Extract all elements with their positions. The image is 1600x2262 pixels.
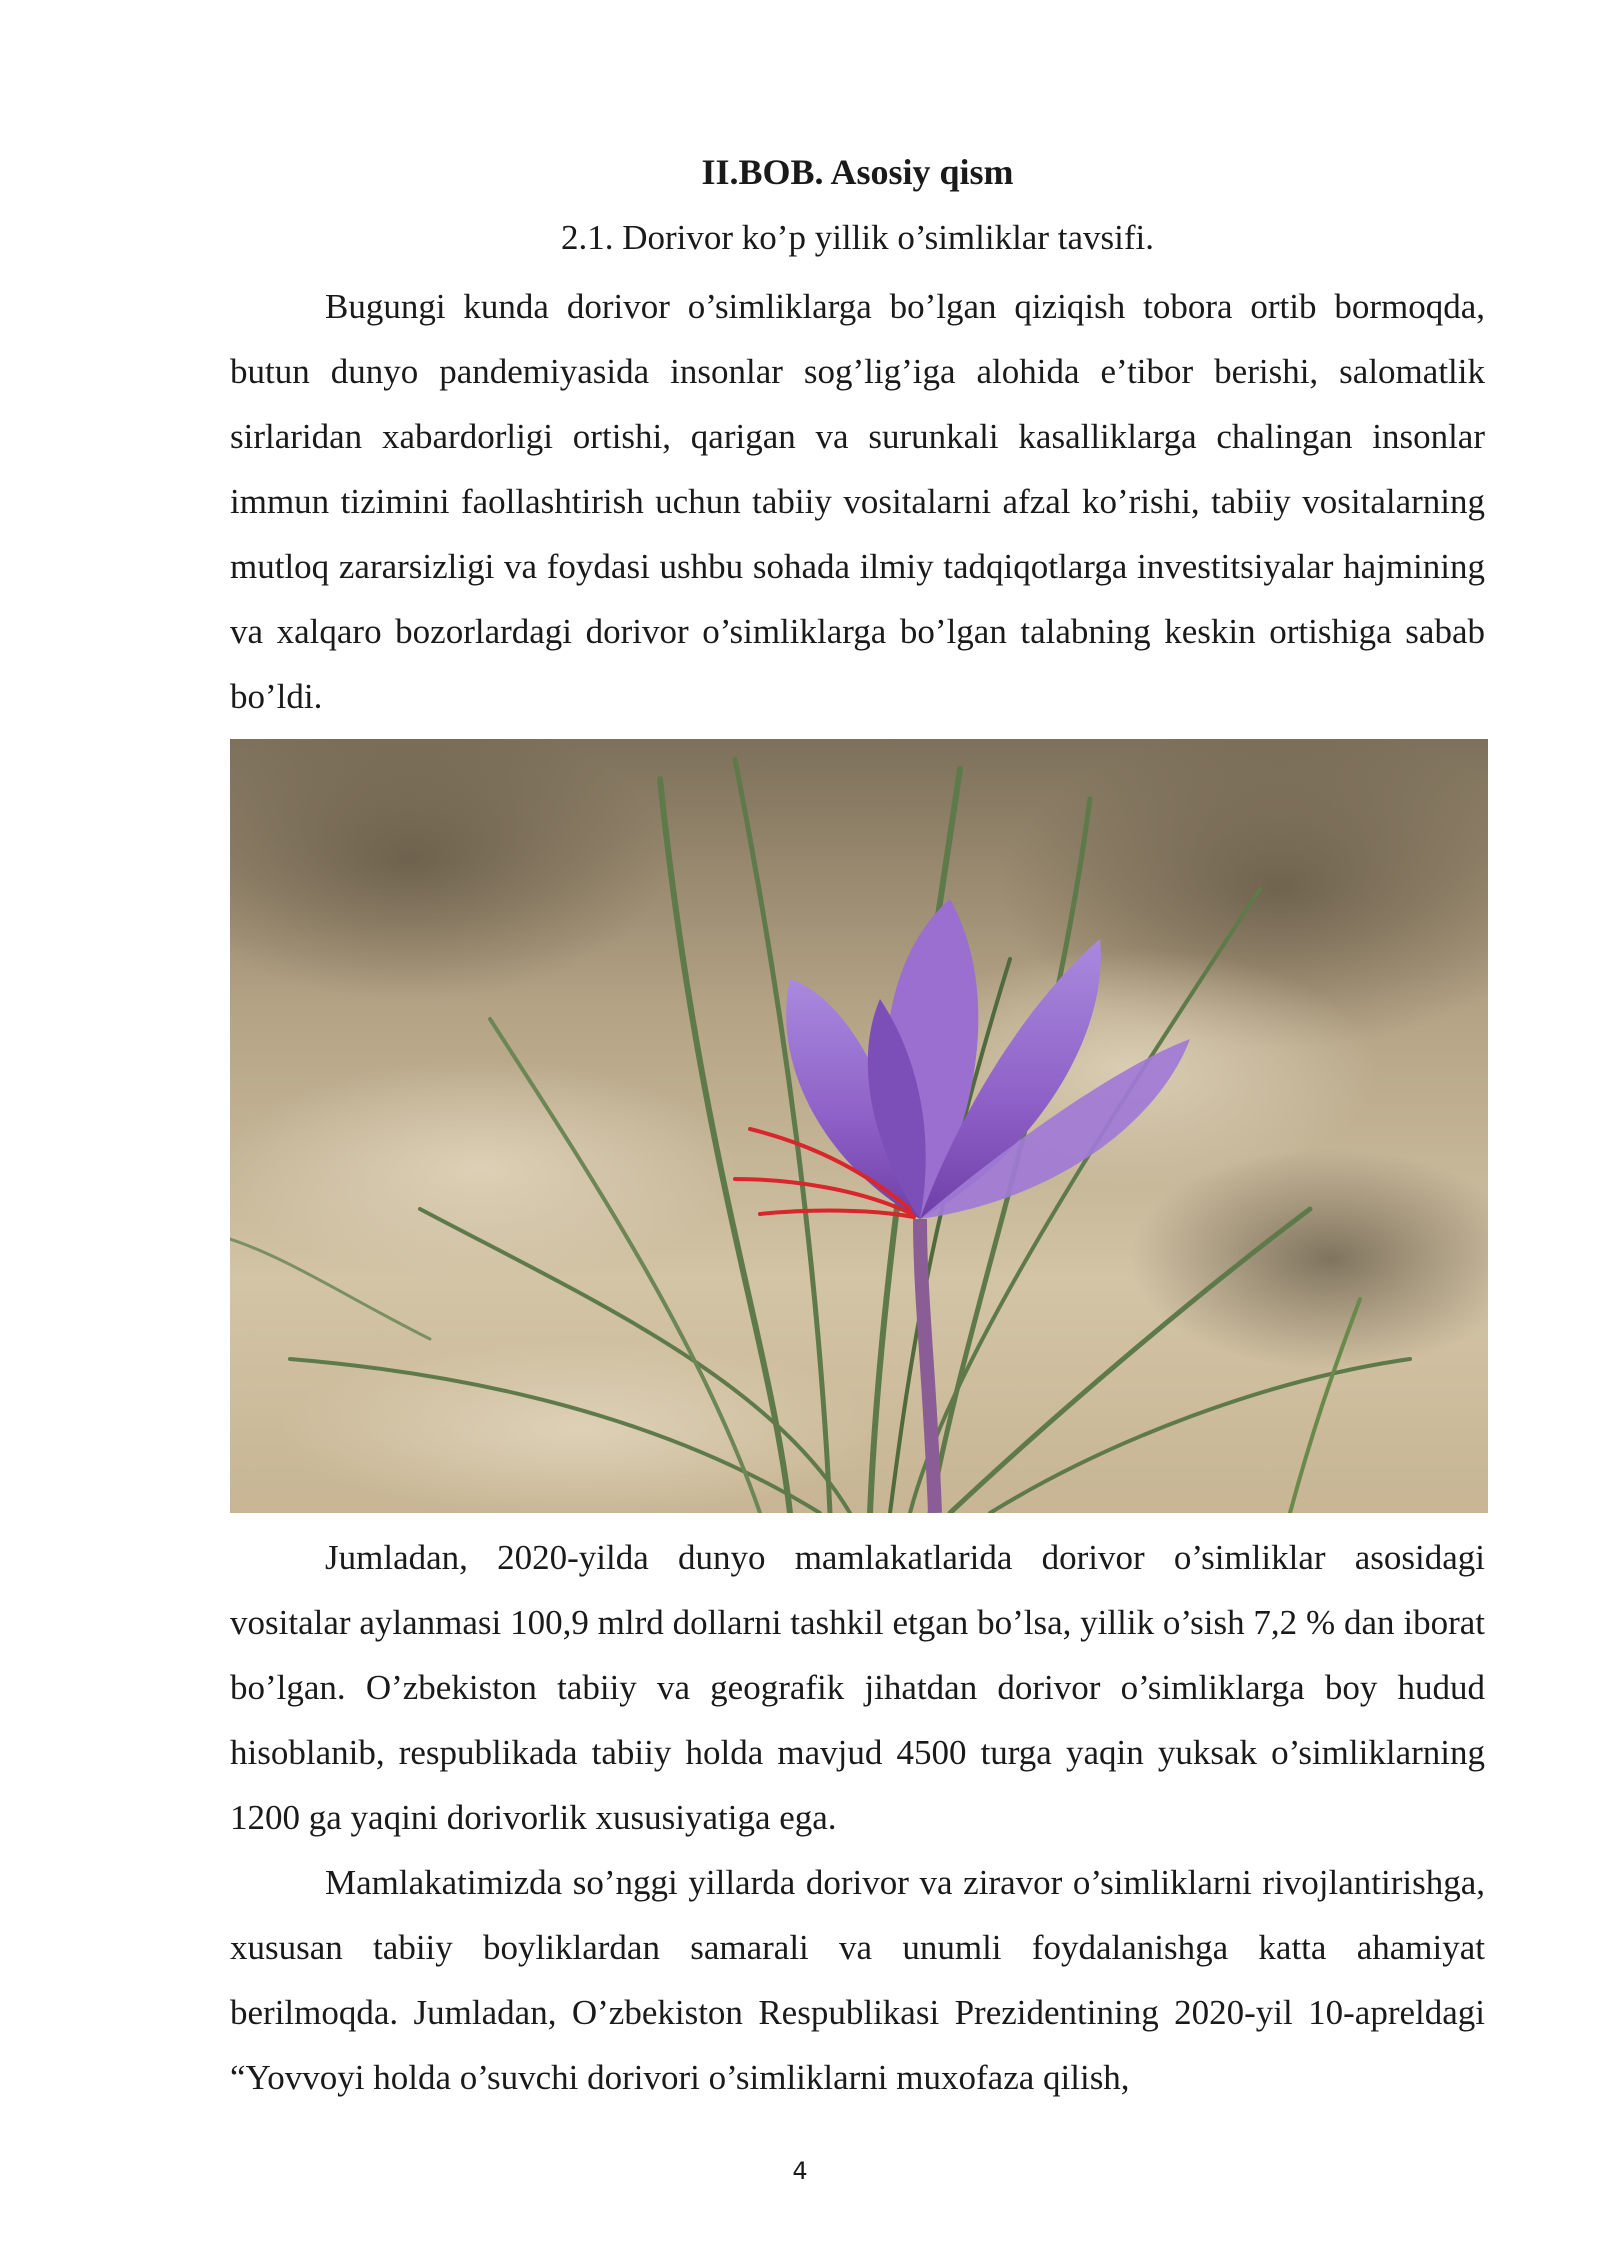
section-heading: 2.1. Dorivor ko’p yillik o’simliklar tavsifi.: [560, 218, 1154, 257]
chapter-heading: II.BOB. Asosiy qism: [701, 152, 1014, 192]
paragraph-3: Mamlakatimizda so’nggi yillarda dorivor va ziravor o’simliklarni rivojlantirishga, xususan tabiiy boyliklardan samarali va unumli foydalanishga katta ahamiyat berilmoqda. Jumladan, O’zbekiston Respublikasi Prezidentining 2020-yil 10-apreldagi “Yovvoyi holda o’suvchi dorivori o’simliklarni muxofaza qilish,: [230, 1863, 1485, 2097]
paragraph-1: Bugungi kunda dorivor o’simliklarga bo’lgan qiziqish tobora ortib bormoqda, butun dunyo pandemiyasida insonlar sog’lig’iga alohida e’tibor berishi, salomatlik sirlaridan xabardorligi ortishi, qarigan va surunkali kasalliklarga chalingan insonlar immun tizimini faollashtirish uchun tabiiy vositalarni afzal ko’rishi, tabiiy vositalarning mutloq zararsizligi va foydasi ushbu sohada ilmiy tadqiqotlarga investitsiyalar hajmining va xalqaro bozorlardagi dorivor o’simliklarga bo’lgan talabning keskin ortishiga sabab bo’ldi.: [230, 287, 1485, 716]
page-number: 4: [792, 2157, 808, 2185]
paragraph-2: Jumladan, 2020-yilda dunyo mamlakatlarida dorivor o’simliklar asosidagi vositalar aylanmasi 100,9 mlrd dollarni tashkil etgan bo’lsa, yillik o’sish 7,2 % dan iborat bo’lgan. O’zbekiston tabiiy va geografik jihatdan dorivor o’simliklarga boy hudud hisoblanib, respublikada tabiiy holda mavjud 4500 turga yaqin yuksak o’simliklarning 1200 ga yaqini dorivorlik xususiyatiga ega.: [230, 1538, 1485, 1837]
crocus-flower-photo: [230, 739, 1488, 1513]
